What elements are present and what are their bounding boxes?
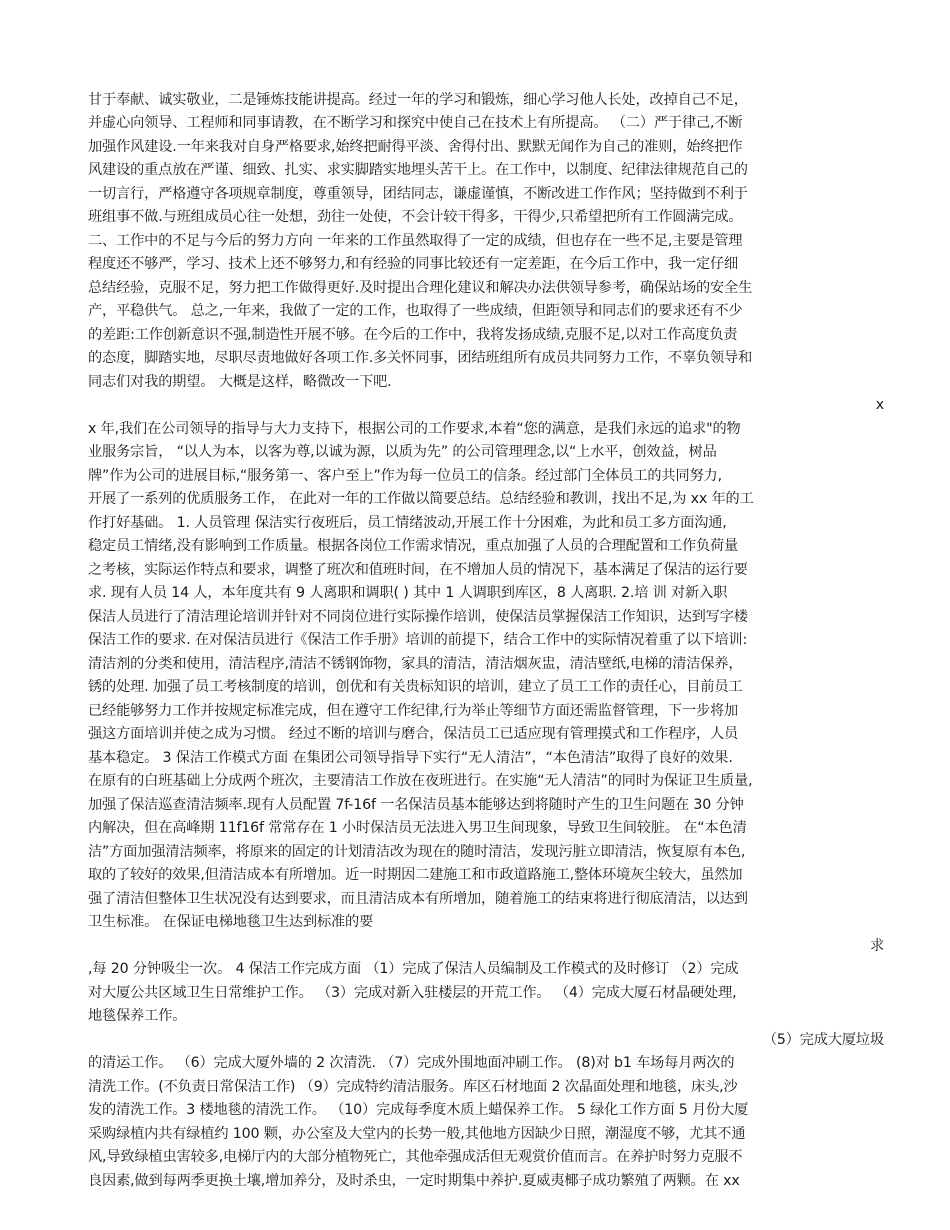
text-line: 风,导致绿植虫害较多,电梯厅内的大部分植物死亡，其他牵强成活但无观赏价值而言。在养护时努力克服不 (88, 1149, 743, 1165)
text-line: 产，平稳供气。 总之,一年来，我做了一定的工作，也取得了一些成绩，但距领导和同志们的要求还有不少 (88, 303, 743, 319)
text-line: 稳定员工情绪,没有影响到工作质量。根据各岗位工作需求情况，重点加强了人员的合理配置和工作负荷量 (88, 538, 739, 554)
text-line: 良因素,做到每两季更换土壤,增加养分，及时杀虫，一定时期集中养护.夏威夷椰子成功繁殖了两颗。在 xx (88, 1173, 740, 1189)
text-line: 地毯保养工作。 (88, 1008, 187, 1024)
text-line: 甘于奉献、诚实敬业，二是锤炼技能讲提高。经过一年的学习和锻炼，细心学习他人长处，改掉自己不足， (88, 92, 748, 108)
text-line: 卫生标准。 在保证电梯地毯卫生达到标准的要 (88, 914, 374, 930)
text-line: 同志们对我的期望。 大概是这样，略微改一下吧. (88, 374, 392, 390)
text-line: 清洗工作。(不负责日常保洁工作) （9）完成特约清洁服务。库区石材地面 2 次晶面处理和地毯，床头,沙 (88, 1079, 738, 1095)
text-line: 洁”方面加强清洁频率，将原来的固定的计划清洁改为现在的随时清洁，发现污脏立即清洁，恢复原有本色, (88, 844, 746, 860)
text-line: 班组事不做.与班组成员心往一处想，劲往一处使，不会计较干得多，干得少,只希望把所有工作圆满完成。 (88, 209, 743, 225)
text-line: 程度还不够严，学习、技术上还不够努力,和有经验的同事比较还有一定差距，在今后工作中，我一定仔细 (88, 256, 739, 272)
text-line: 并虚心向领导、工程师和同事请教，在不断学习和探究中使自己在技术上有所提高。 （二）严于律己,不断 (88, 115, 743, 131)
text-line: 保洁人员进行了清洁理论培训并针对不同岗位进行实际操作培训，使保洁员掌握保洁工作知识，达到写字楼 (88, 609, 748, 625)
text-line: 开展了一系列的优质服务工作， 在此对一年的工作做以简要总结。总结经验和教训，找出不足,为 xx 年的工 (88, 491, 754, 507)
text-line: 保洁工作的要求. 在对保洁员进行《保洁工作手册》培训的前提下，结合工作中的实际情况着重了以下培训: (88, 632, 748, 648)
text-line: 已经能够努力工作并按规定标准完成，但在遵守工作纪律,行为举止等细节方面还需监督管理，下一步将加 (88, 703, 739, 719)
text-line: 的清运工作。 （6）完成大厦外墙的 2 次清洗. （7）完成外围地面冲刷工作。 (8)对 b1 车场每月两次的 (88, 1055, 735, 1071)
text-line: 的差距:工作创新意识不强,制造性开展不够。在今后的工作中，我将发扬成绩,克服不足,以对工作高度负责 (88, 327, 738, 343)
text-line: 二、工作中的不足与今后的努力方向 一年来的工作虽然取得了一定的成绩，但也存在一些不足,主要是管理 (88, 233, 743, 249)
text-line: 总结经验，克服不足，努力把工作做得更好.及时提出合理化建议和解决办法供领导参考，确保站场的安全生 (88, 280, 753, 296)
text-line: 业服务宗旨， “以人为本，以客为尊,以诚为源，以质为先” 的公司管理理念,以“上水平，创效益，树品 (88, 444, 717, 460)
text-line: 锈的处理. 加强了员工考核制度的培训，创优和有关贵标知识的培训，建立了员工工作的责任心，目前员工 (88, 679, 743, 695)
text-line: 基本稳定。 3 保洁工作模式方面 在集团公司领导指导下实行“无人清洁”，“本色清洁”取得了良好的效果. (88, 750, 733, 766)
text-line: 对大厦公共区域卫生日常维护工作。 （3）完成对新入驻楼层的开荒工作。 （4）完成大厦石材晶硬处理, (88, 985, 737, 1001)
text-line: 在原有的白班基础上分成两个班次，主要清洁工作放在夜班进行。在实施“无人清洁”的同时为保证卫生质量, (88, 773, 753, 789)
text-line: 的态度，脚踏实地，尽职尽责地做好各项工作.多关怀同事，团结班组所有成员共同努力工作，不辜负领导和 (88, 350, 753, 366)
text-line: 求 (869, 938, 884, 954)
text-line: x 年,我们在公司领导的指导与大力支持下，根据公司的工作要求,本着“您的满意，是我们永远的追求"的物 (88, 421, 741, 437)
text-line: 取的了较好的效果,但清洁成本有所增加。近一时期因二建施工和市政道路施工,整体环境灰尘较大，虽然加 (88, 867, 743, 883)
text-line: 加强作风建设.一年来我对自身严格要求,始终把耐得平淡、舍得付出、默默无闻作为自己的准则，始终把作 (88, 139, 743, 155)
text-line: 强这方面培训并使之成为习惯。 经过不断的培训与磨合，保洁员工已适应现有管理摸式和工作程序，人员 (88, 726, 739, 742)
text-line: 之考核，实际运作特点和要求，调整了班次和值班时间，在不增加人员的情况下，基本满足了保洁的运行要 (88, 562, 748, 578)
text-line: （5）完成大厦垃圾 (762, 1032, 884, 1048)
text-line: ,每 20 分钟吸尘一次。 4 保洁工作完成方面 （1）完成了保洁人员编制及工作模式的及时修订 （2）完成 (88, 961, 739, 977)
text-line: 内解决，但在高峰期 11f16f 常常存在 1 小时保洁员无法进入男卫生间现象，导致卫生间较脏。 在“本色清 (88, 820, 747, 836)
text-line: 一切言行，严格遵守各项规章制度，尊重领导，团结同志，谦虚谨慎，不断改进工作作风；坚持做到不利于 (88, 186, 748, 202)
text-line: 作打好基础。 1. 人员管理 保洁实行夜班后，员工情绪波动,开展工作十分困难，为此和员工多方面沟通, (88, 515, 727, 531)
text-line: 发的清洗工作。3 楼地毯的清洗工作。 （10）完成每季度木质上蜡保养工作。 5 绿化工作方面 5 月份大厦 (88, 1102, 749, 1118)
text-line: 强了清洁但整体卫生状况没有达到要求，而且清洁成本有所增加，随着施工的结束将进行彻底清洁，以达到 (88, 891, 748, 907)
text-line: 风建设的重点放在严谨、细致、扎实、求实脚踏实地埋头苦干上。在工作中，以制度、纪律法律规范自己的 (88, 162, 748, 178)
text-line: 清洁剂的分类和使用，清洁程序,清洁不锈钢饰物，家具的清洁，清洁烟灰盅，清洁壁纸,电梯的清洁保养， (88, 656, 743, 672)
text-line: x (875, 397, 884, 413)
text-line: 加强了保洁巡查清洁频率.现有人员配置 7f-16f 一名保洁员基本能够达到将随时产生的卫生问题在 30 分钟 (88, 797, 744, 813)
text-line: 牌”作为公司的进展目标,“服务第一、客户至上”作为每一位员工的信条。经过部门全体员工的共同努力, (88, 468, 722, 484)
text-line: 采购绿植内共有绿植约 100 颗，办公室及大堂内的长势一般,其他地方因缺少日照，潮湿度不够，尤其不通 (88, 1126, 746, 1142)
text-line: 求. 现有人员 14 人，本年度共有 9 人离职和调职( ) 其中 1 人调职到库区，8 人离职. 2.培 训 对新入职 (88, 585, 728, 601)
